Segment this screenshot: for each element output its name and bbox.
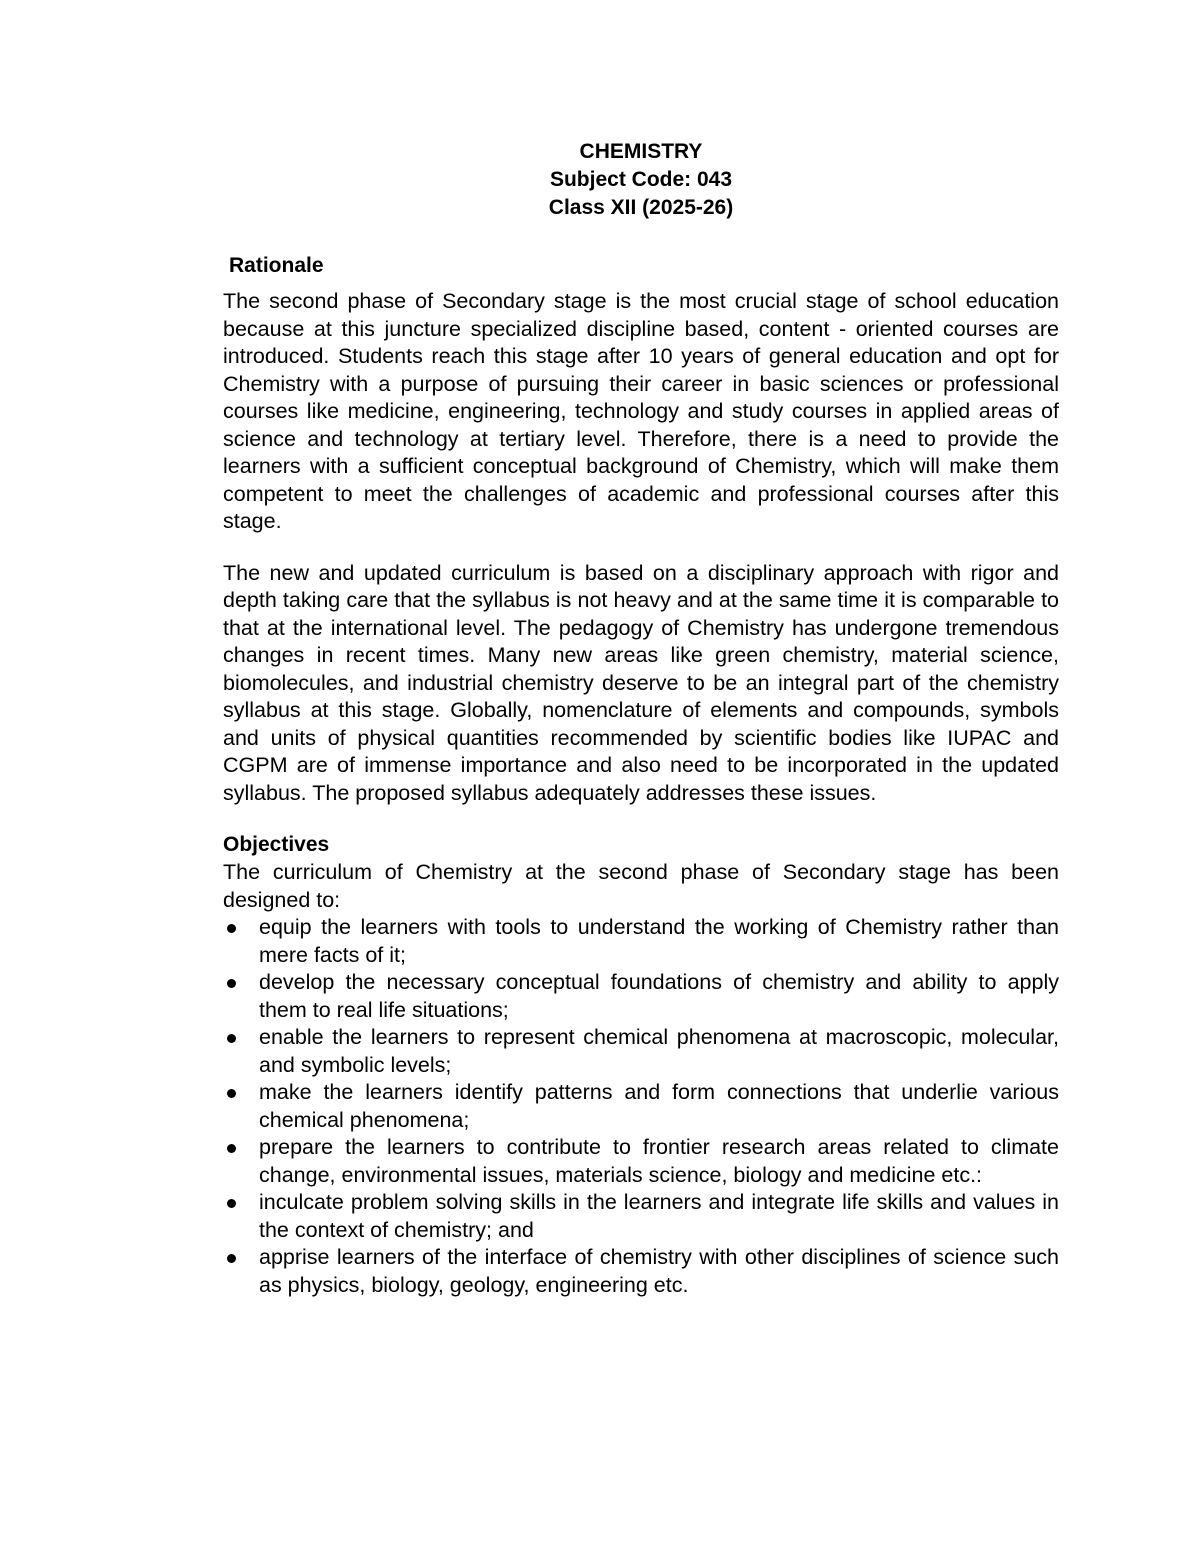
bullet-icon xyxy=(227,1089,236,1098)
list-item xyxy=(223,969,1059,1024)
objective-text: develop the necessary conceptual foundations of chemistry and ability to apply them to real life situations; xyxy=(259,970,1059,1022)
bullet-icon xyxy=(227,1144,236,1153)
objective-text: apprise learners of the interface of chemistry with other disciplines of science such as physics, biology, geology, engineering etc. xyxy=(259,1245,1059,1297)
objectives-heading: Objectives xyxy=(223,833,330,856)
rationale-paragraph-2: The new and updated curriculum is based on a disciplinary approach with rigor and depth taking care that the syllabus is not heavy and at the same time it is comparable to that at the international level. The pedagogy of Chemistry has undergone tremendous changes in recent times. Many new areas like green chemistry, material science, biomolecules, and industrial chemistry deserve to be an integral part of the chemistry syllabus at this stage. Globally, nomenclature of elements and compounds, symbols and units of physical quantities recommended by scientific bodies like IUPAC and CGPM are of immense importance and also need to be incorporated in the updated syllabus. The proposed syllabus adequately addresses these issues. xyxy=(223,560,1059,805)
subject-code: Subject Code: 043 xyxy=(549,168,733,191)
objective-text: inculcate problem solving skills in the learners and integrate life skills and values in the context of chemistry; and xyxy=(259,1190,1059,1242)
list-item xyxy=(223,1134,1059,1189)
objective-text: equip the learners with tools to understand the working of Chemistry rather than mere facts of it; xyxy=(259,915,1059,967)
list-item xyxy=(223,914,1059,969)
bullet-icon xyxy=(227,979,236,988)
objectives-intro: The curriculum of Chemistry at the second phase of Secondary stage has been designed to: xyxy=(223,860,1059,912)
list-item xyxy=(223,1244,1059,1299)
bullet-icon xyxy=(227,1199,236,1208)
list-item xyxy=(223,1079,1059,1134)
list-item xyxy=(223,1024,1059,1079)
objective-text: enable the learners to represent chemical phenomena at macroscopic, molecular, and symbolic levels; xyxy=(259,1025,1059,1077)
bullet-icon xyxy=(227,924,236,933)
class-line: Class XII (2025-26) xyxy=(548,196,734,219)
rationale-heading: Rationale xyxy=(229,254,324,277)
objective-text: prepare the learners to contribute to frontier research areas related to climate change, environmental issues, materials science, biology and medicine etc.: xyxy=(259,1135,1059,1187)
objectives-list xyxy=(223,914,1059,1299)
rationale-paragraph-1: The second phase of Secondary stage is the most crucial stage of school education because at this juncture specialized discipline based, content - oriented courses are introduced. Students reach this stage after 10 years of general education and opt for Chemistry with a purpose of pursuing their career in basic sciences or professional courses like medicine, engineering, technology and study courses in applied areas of science and technology at tertiary level. Therefore, there is a need to provide the learners with a sufficient conceptual background of Chemistry, which will make them competent to meet the challenges of academic and professional courses after this stage. xyxy=(223,289,1059,533)
list-item xyxy=(223,1189,1059,1244)
objective-text: make the learners identify patterns and form connections that underlie various chemical phenomena; xyxy=(259,1080,1059,1132)
bullet-icon xyxy=(227,1254,236,1263)
document-page xyxy=(223,138,1059,1299)
bullet-icon xyxy=(227,1034,236,1043)
document-header xyxy=(223,138,1059,222)
document-title: CHEMISTRY xyxy=(579,140,703,163)
